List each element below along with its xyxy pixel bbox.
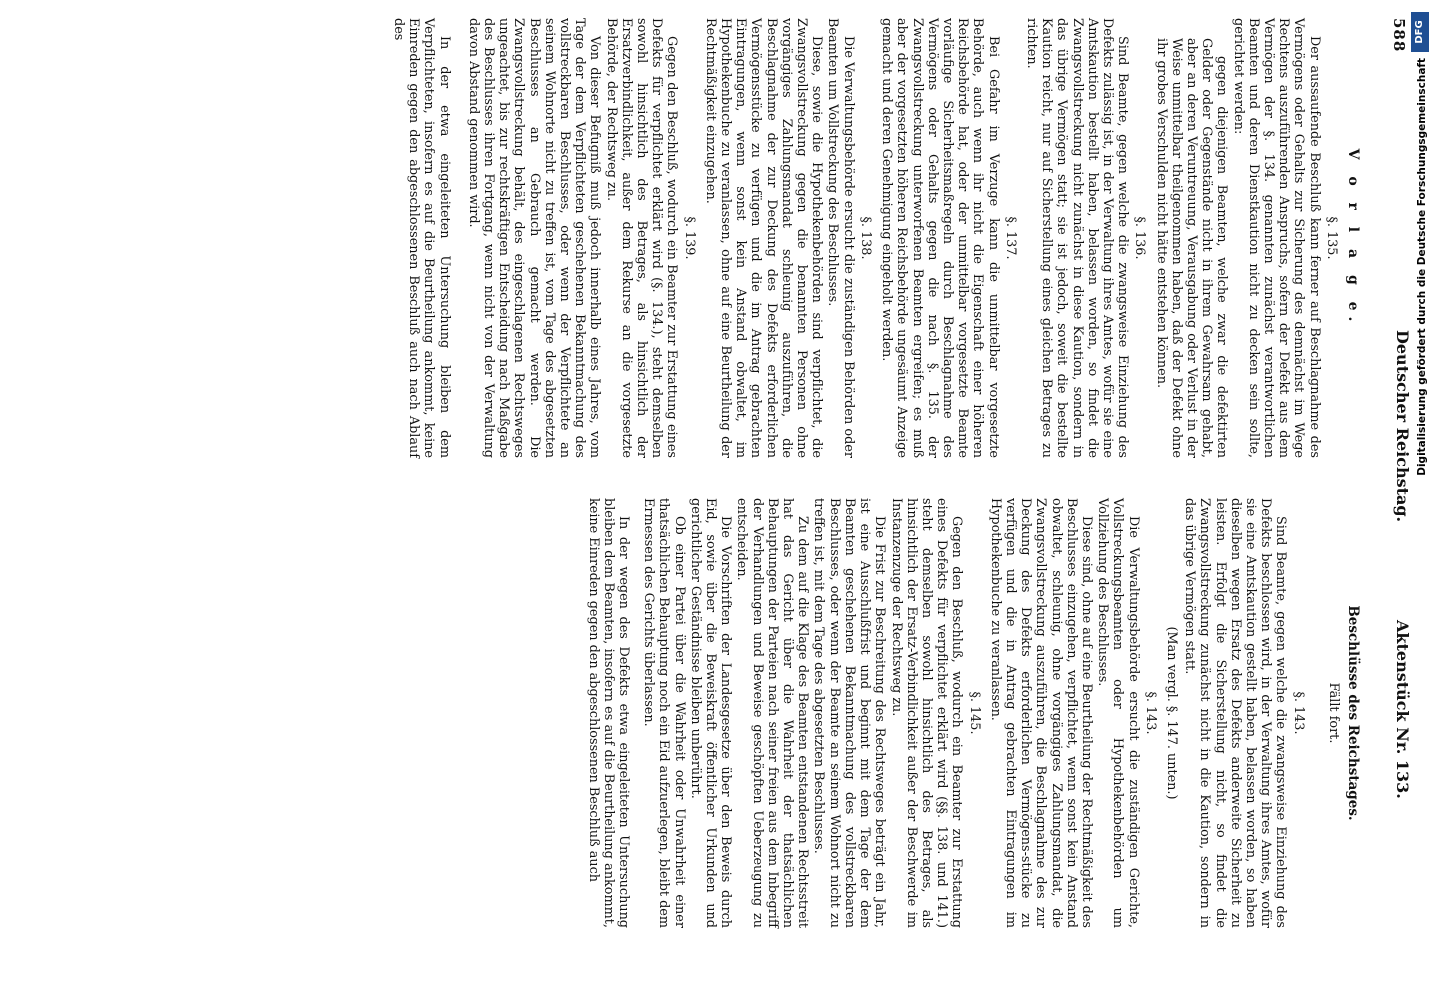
section-title: §. 138. [857,216,873,260]
paragraph: Diese, sowie die Hypothekenbehörden sind verpflichtet, die Zwangsvollstreckung gegen die benannten Personen ohne vorgängiges Zahlungsmandat schleunig auszuführen, die Beschlagnahme der zur Deckung des Defekts erforderlichen Vermögensstücke zu verfügen und die im Antrag gebrachten Eintragungen, wenn sonst kein Anstand obwaltet, im Hypothekenbuche zu veranlassen, ohne auf eine Beurtheilung der Rechtmäßigkeit einzugehen. [702,18,825,458]
left-column [390,18,1366,458]
paragraph: Bei Gefahr im Verzuge kann die unmittelbar vorgesetzte Behörde, auch wenn ihr nicht die Eigenschaft einer höheren Reichsbehörde hat, oder der unmittelbar vorgesetzte Beamte vorläufige Sicherheitsmaßregeln durch Beschlagnahme des Vermögens oder Gehalts gegen die nach §. 135. der Zwangsvollstreckung unterworfenen Beamten ergreifen; es muß aber der vorgesetzten höheren Reichsbehörde ungesäumt Anzeige gemacht und deren Genehmigung eingeholt werden. [879,18,1001,458]
page-number: 588 [1390,18,1408,53]
paragraph: In der wegen des Defekts etwa eingeleiteten Untersuchung bleiben dem Beamten, insofern es auf die Beurtheilung ankommt, keine Einreden gegen den abgeschlossenen Beschluß auch [585,498,632,928]
column-heading-vorlage: V o r l a g e. [1345,148,1361,328]
paragraph: Diese sind, ohne auf eine Beurtheilung der Rechtmäßigkeit des Beschlusses einzugehen, verpflichtet, wenn sonst kein Anstand obwaltet, schleunig, ohne vorgängiges Zahlungsmandat, die Zwangsvollstreckung auszuführen, die Beschlagnahme des zur Deckung des Defekts erforderlichen Vermögens-stücke zu verfügen und die in Antrag gebrachten Eintragungen im Hypothekenbuche zu veranlassen. [987,498,1094,928]
paragraph: Zu dem auf die Klage des Beamten entstandenen Rechtsstreit hat das Gericht über die Wahrheit der thatsächlichen Behauptungen der Parteien nach seiner freien aus dem Inbegriff der Verhandlungen und Beweise geschöpften Ueberzeugung zu entscheiden. [734,498,811,928]
page-title: Deutscher Reichstag. [1393,330,1412,523]
paragraph: Die Vorschriften der Landesgesetze über den Beweis durch Eid, sowie über die Beweiskraft öffentlicher Urkunden und gerichtlicher Geständnisse bleiben unberührt. [687,498,734,928]
dfg-logo [1411,12,1429,52]
section-title: §. 143. [1142,691,1158,735]
funding-credit: Digitalisierung gefördert durch die Deutsche Forschungsgemeinschaft [1416,58,1428,476]
section-title: §. 139. [681,216,697,260]
dfg-logo-text: DFG [1414,20,1425,44]
document-number: Aktenstück Nr. 133. [1393,620,1412,799]
paragraph: Gegen den Beschluß, wodurch ein Beamter zur Erstattung eines Defekts für verpflichtet erklärt wird (§. 134.), steht demselben sowohl hinsichtlich des Betrages, als hinsichtlich der Ersatzverbindlichkeit, außer dem Rekurse an die vorgesetzte Behörde, der Rechtsweg zu. [603,18,680,458]
column-heading-beschluesse: Beschlüsse des Reichstages. [1345,605,1361,821]
right-column [584,498,1366,928]
paragraph: Sind Beamte, gegen welche die zwangsweise Einziehung des Defekts zulässig ist, in der Verwaltung ihres Amtes, wofür sie eine Amtskaution bestellt haben, belassen worden, so findet die Zwangsvollstreckung nicht zunächst in diese Kaution, sondern in das übrige Vermögen statt; sie ist jedoch, soweit die bestellte Kaution reicht, nur auf Sicherstellung eines gleichen Betrages zu richten. [1023,18,1131,458]
paragraph: Von dieser Befugniß muß jedoch innerhalb eines Jahres, vom Tage der dem Verpflichteten geschehenen Bekanntmachung des vollstreckbaren Beschlusses, oder wenn der Verpflichtete an seinem Wohnorte nicht zu treffen ist, vom Tage des abgesetzten Beschlusses an Gebrauch gemacht werden. Die Zwangsvollstreckung behält, des eingeschlagenen Rechtsweges ungeachtet, bis zur rechtskräftigen Entscheidung nach Maßgabe des Beschlusses ihren Fortgang, wenn nicht von der Verwaltung davon Abstand genommen wird. [465,18,603,458]
paragraph: Gegen den Beschluß, wodurch ein Beamter zur Erstattung eines Defekts für verpflichtet erklärt wird (§§. 138. und 141.) steht demselben sowohl hinsichtlich des Betrages, als hinsichtlich der Ersatz-Verbindlichkeit außer der Beschwerde im Instanzenzuge der Rechtsweg zu. [888,498,965,928]
paragraph: Die Frist zur Beschreitung des Rechtsweges beträgt ein Jahr, ist eine Ausschlußfrist und beginnt mit dem Tage der dem Beamten geschehenen Bekanntmachung des vollstreckbaren Beschlusses, oder wenn der Beamte an seinem Wohnort nicht zu treffen ist, mit dem Tage des abgesetzten Beschlusses. [811,498,888,928]
paragraph: Ob einer Partei über die Wahrheit oder Unwahrheit einer thatsächlichen Behauptung noch ein Eid aufzuerlegen, bleibt dem Ermessen des Gerichts überlassen. [641,498,687,928]
section-title: §. 145. [966,691,982,735]
paragraph: Sind Beamte, gegen welche die zwangsweise Einziehung des Defekts beschlossen wird, in der Verwaltung ihres Amtes, wofür sie eine Amtskaution gestellt haben, belassen worden, so haben dieselben wegen Ersatz des Defekts anderweite Sicherheit zu leisten. Erfolgt die Sicherstellung nicht, so findet die Zwangsvollstreckung zunächst nicht in die Kaution, sondern in das übrige Vermögen statt. [1182,498,1289,928]
reference-note: (Man vergl. §. 147. unten.) [1163,626,1179,800]
section-title: §. 137. [1002,216,1018,260]
paragraph: Die Verwaltungsbehörde ersucht die zuständigen Gerichte, Vollstreckungsbeamten oder Hypothekenbehörden um Vollziehung des Beschlusses. [1095,498,1141,928]
section-title: §. 135. [1323,216,1339,260]
paragraph: gegen diejenigen Beamten, welche zwar die defektirten Gelder oder Gegenstände nicht in ihrem Gewahrsam gehabt, aber an deren Veruntreuung, Verausgabung oder Verlust in der Weise unmittelbar theilgenommen haben, daß der Defekt ohne ihr grobes Verschulden nicht hätte entstehen können. [1153,38,1230,458]
section-title: §. 143. [1290,691,1306,735]
paragraph: In der etwa eingeleiteten Untersuchung bleiben dem Verpflichteten, insofern es auf die Beurtheilung ankommt, keine Einreden gegen den abgeschlossenen Beschluß auch nach Ablauf des [391,18,452,458]
section-title: §. 136. [1132,216,1148,260]
paragraph: Der aussaufende Beschluß kann ferner auf Beschlagnahme des Vermögens oder Gehalts zur Sicherung des demnächst im Wege Rechtens auszuführenden Anspruchs, sofern der Defekt aus dem Vermögen der §. 134. genannten zunächst verantwortlichen Beamten und deren Dienstkaution nicht zu decken sein sollte, gerichtet werden: [1230,18,1322,458]
paragraph: Die Verwaltungsbehörde ersucht die zuständigen Behörden oder Beamten um Vollstreckung des Beschlusses. [825,18,856,458]
funding-strip [1410,6,1430,996]
column-subheading: Fällt fort. [1325,682,1341,744]
